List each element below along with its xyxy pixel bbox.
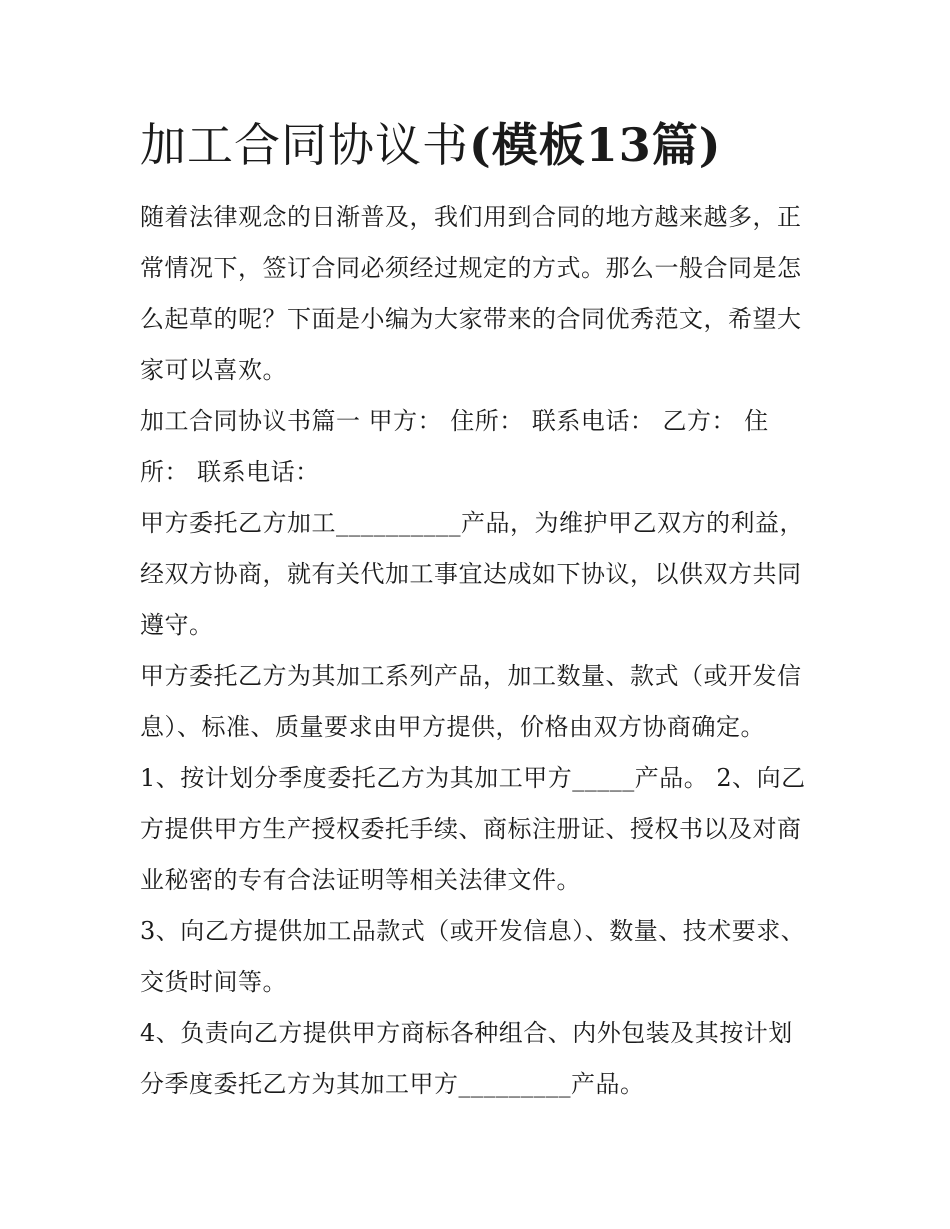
intro-paragraph: 随着法律观念的日渐普及，我们用到合同的地方越来越多，正常情况下，签订合同必须经过规定的方式。那么一般合同是怎么起草的呢？下面是小编为大家带来的合同优秀范文，希望大家可以喜欢。 bbox=[140, 203, 802, 384]
clause-3-paragraph: 3、向乙方提供加工品款式（或开发信息）、数量、技术要求、交货时间等。 bbox=[140, 917, 806, 996]
title-main: 加工合同协议书 bbox=[140, 118, 469, 172]
commission-paragraph: 甲方委托乙方加工__________产品，为维护甲乙双方的利益，经双方协商，就有关代加工事宜达成如下协议，以供双方共同遵守。 bbox=[140, 509, 804, 639]
title-suffix: (模板13篇) bbox=[469, 118, 722, 172]
parties-paragraph: 加工合同协议书篇一 甲方： 住所： 联系电话： 乙方： 住所： 联系电话： bbox=[140, 407, 769, 486]
scope-paragraph: 甲方委托乙方为其加工系列产品，加工数量、款式（或开发信息）、标准、质量要求由甲方提供，价格由双方协商确定。 bbox=[140, 662, 802, 741]
clause-1-2-paragraph: 1、按计划分季度委托乙方为其加工甲方_____产品。 2、向乙方提供甲方生产授权委托手续、商标注册证、授权书以及对商业秘密的专有合法证明等相关法律文件。 bbox=[140, 764, 806, 894]
document-title bbox=[140, 110, 815, 180]
clause-4-paragraph: 4、负责向乙方提供甲方商标各种组合、内外包装及其按计划分季度委托乙方为其加工甲方_________产品。 bbox=[140, 1019, 793, 1098]
document-body bbox=[140, 110, 815, 1110]
